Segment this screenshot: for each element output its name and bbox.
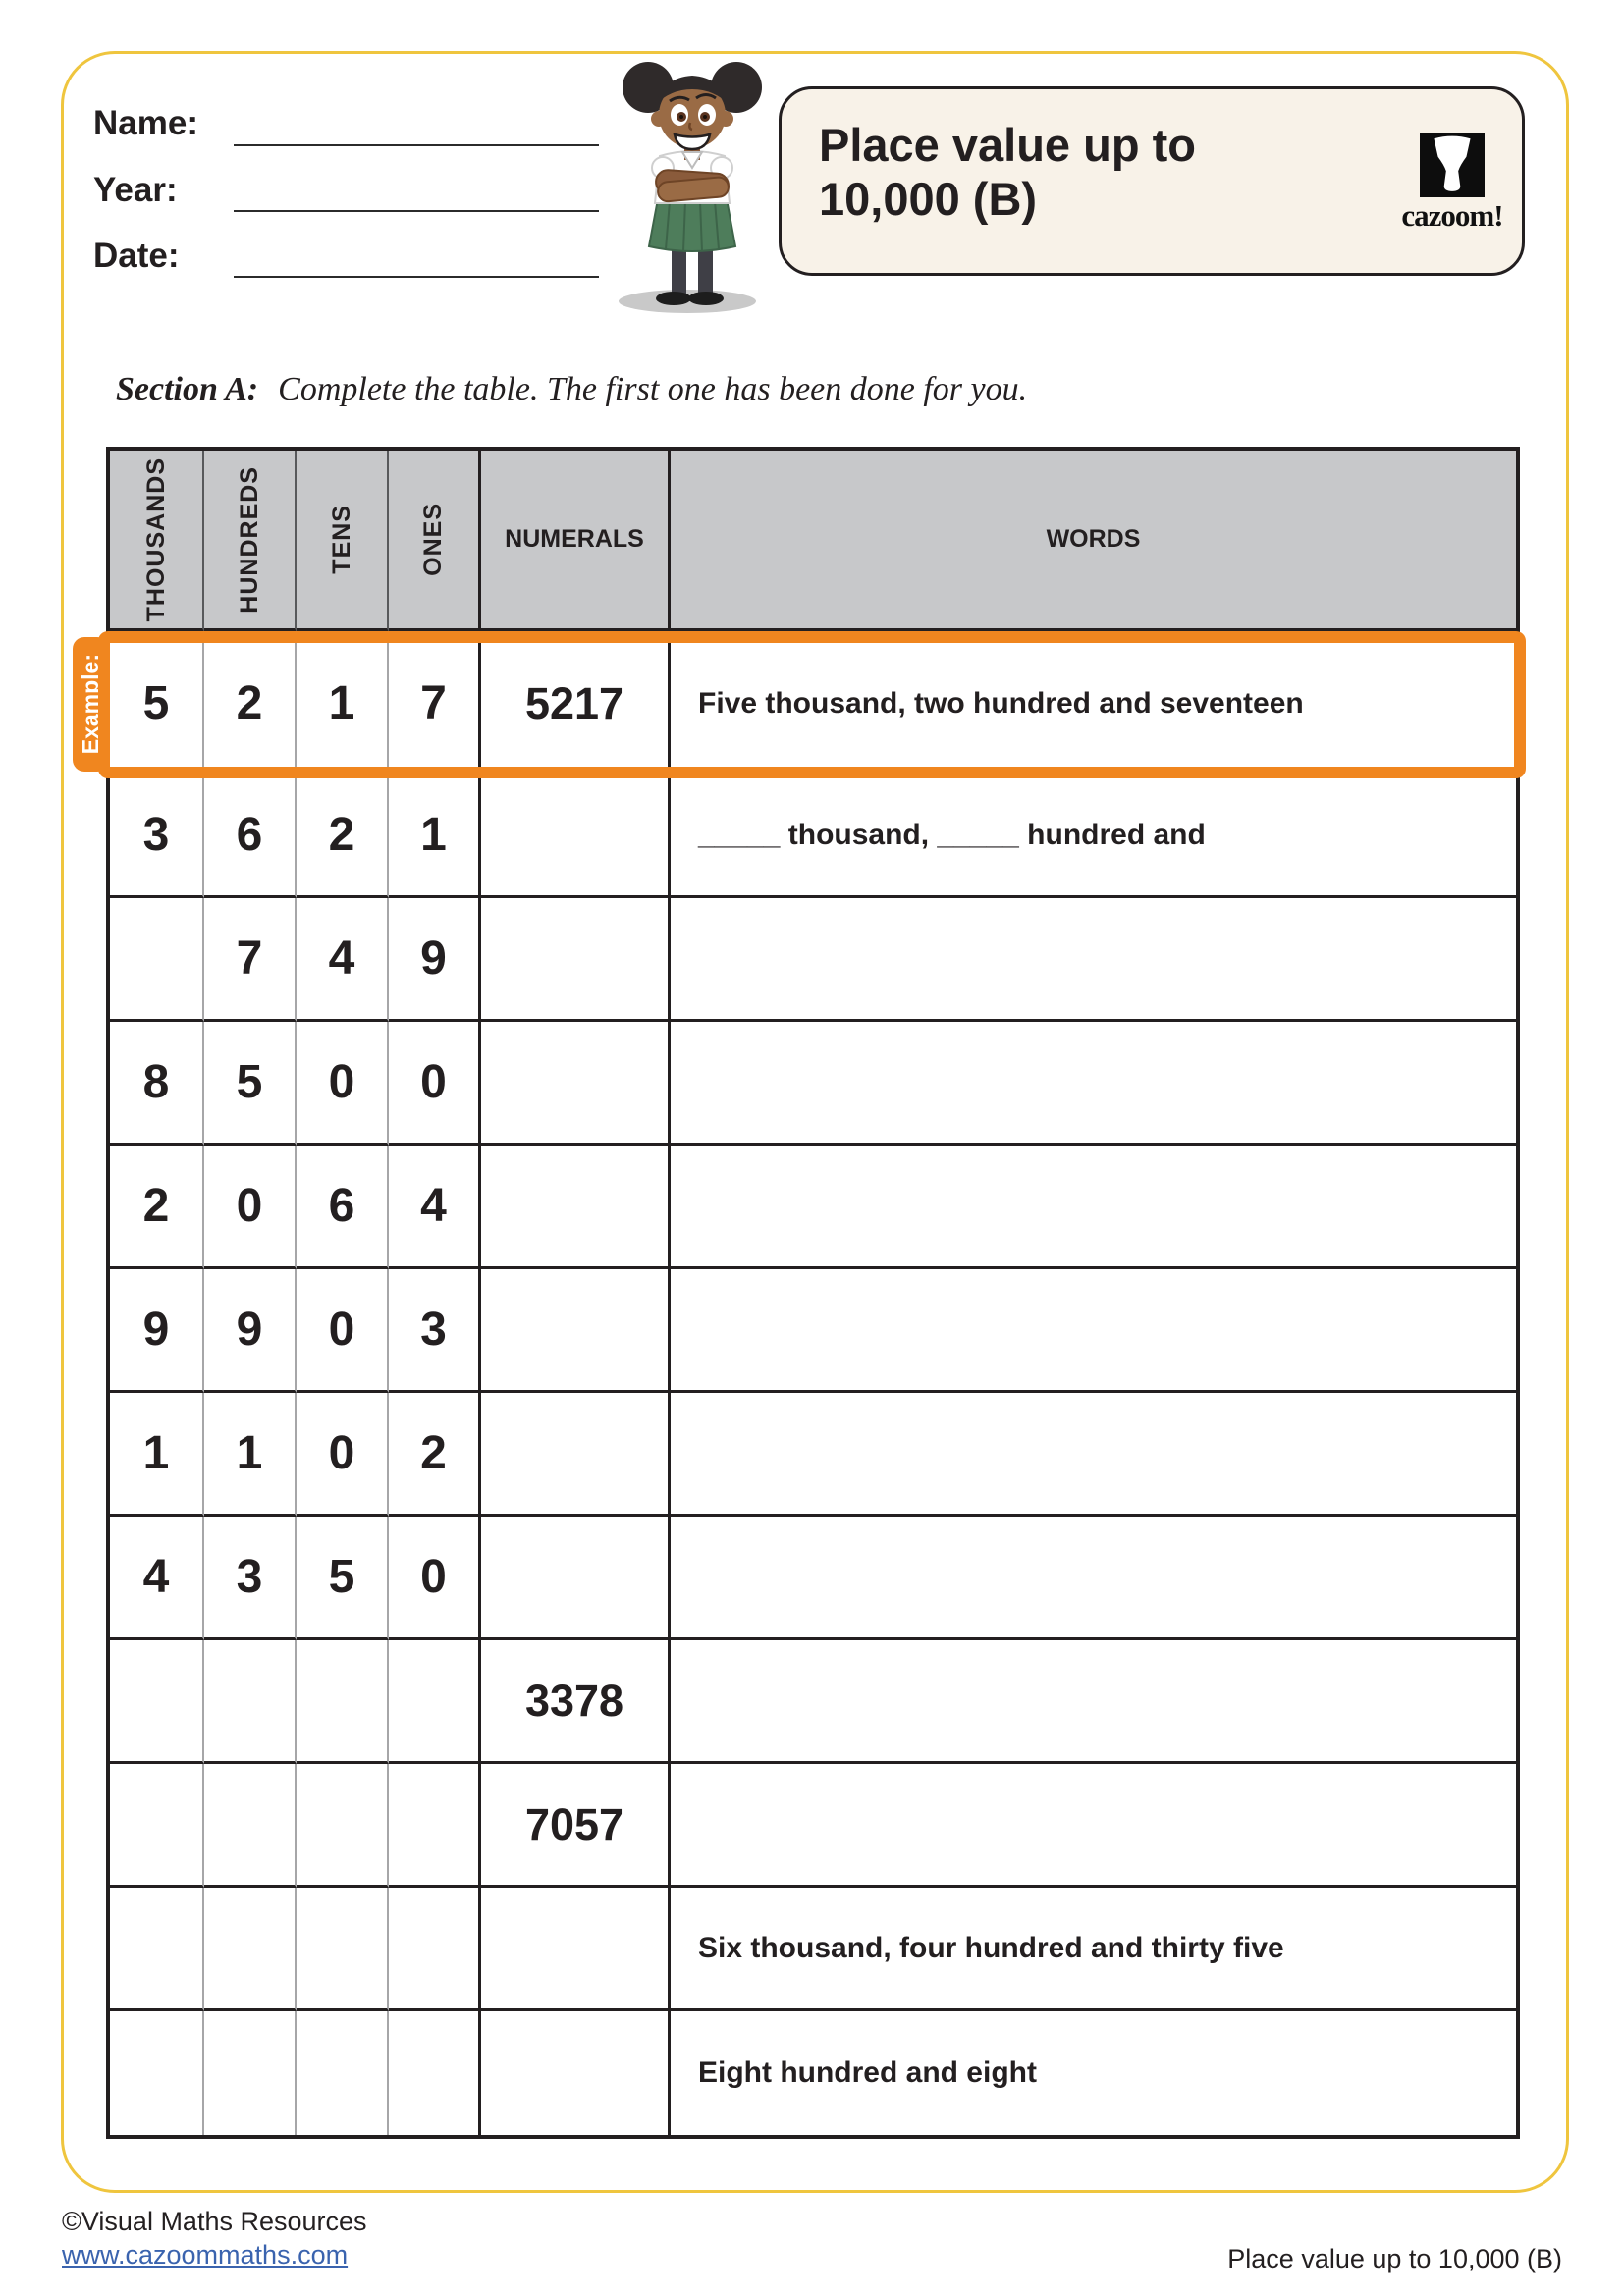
example-cell-words: Five thousand, two hundred and seventeen [671, 632, 1516, 774]
cell-hundreds: 1 [204, 1393, 297, 1517]
cell-numerals [481, 2011, 671, 2135]
cell-tens: 2 [297, 774, 389, 898]
cell-ones [389, 2011, 481, 2135]
cell-hundreds: 6 [204, 774, 297, 898]
col-header-thousands: THOUSANDS [110, 451, 204, 632]
cell-ones: 1 [389, 774, 481, 898]
cazoom-logo [1400, 133, 1504, 234]
cell-hundreds: 3 [204, 1517, 297, 1640]
cell-words [671, 1764, 1516, 1888]
name-label: Name: [93, 104, 198, 142]
cell-hundreds: 0 [204, 1146, 297, 1269]
cell-hundreds: 9 [204, 1269, 297, 1393]
col-header-hundreds: HUNDREDS [204, 451, 297, 632]
cell-tens: 6 [297, 1146, 389, 1269]
example-cell-numerals: 5217 [481, 632, 671, 774]
year-line [234, 210, 599, 212]
name-line [234, 144, 599, 146]
cell-numerals: 3378 [481, 1640, 671, 1764]
example-cell-thousands: 5 [110, 632, 204, 774]
cell-tens: 4 [297, 898, 389, 1022]
cell-tens [297, 1764, 389, 1888]
cell-ones: 0 [389, 1022, 481, 1146]
year-label: Year: [93, 171, 178, 209]
cell-thousands [110, 898, 204, 1022]
cell-tens [297, 1640, 389, 1764]
logo-text: cazoom! [1401, 198, 1503, 233]
cell-ones: 4 [389, 1146, 481, 1269]
section-label: Section A: [116, 371, 259, 407]
date-line [234, 276, 599, 278]
cell-thousands [110, 1764, 204, 1888]
place-value-table [106, 447, 1520, 2139]
cell-ones: 3 [389, 1269, 481, 1393]
cell-words: Six thousand, four hundred and thirty five [671, 1888, 1516, 2011]
cell-hundreds: 5 [204, 1022, 297, 1146]
example-cell-hundreds: 2 [204, 632, 297, 774]
cell-ones [389, 1640, 481, 1764]
cell-numerals [481, 1888, 671, 2011]
cell-ones [389, 1764, 481, 1888]
footer-worksheet-title: Place value up to 10,000 (B) [1227, 2244, 1562, 2273]
cell-tens [297, 1888, 389, 2011]
cell-numerals [481, 1517, 671, 1640]
cell-tens [297, 2011, 389, 2135]
worksheet-title-line1: Place value up to [819, 119, 1196, 171]
cell-numerals [481, 1269, 671, 1393]
worksheet-title-line2: 10,000 (B) [819, 172, 1038, 225]
cell-words [671, 1517, 1516, 1640]
date-label: Date: [93, 237, 180, 275]
cell-thousands [110, 1640, 204, 1764]
section-instruction: Complete the table. The first one has been done for you. [278, 371, 1028, 407]
cell-words [671, 898, 1516, 1022]
worksheet-title [819, 119, 1196, 227]
cell-tens: 0 [297, 1393, 389, 1517]
cell-ones: 2 [389, 1393, 481, 1517]
cell-thousands: 4 [110, 1517, 204, 1640]
cell-numerals [481, 1146, 671, 1269]
cell-words: Eight hundred and eight [671, 2011, 1516, 2135]
cell-ones: 0 [389, 1517, 481, 1640]
cell-thousands: 3 [110, 774, 204, 898]
cell-words [671, 1269, 1516, 1393]
cell-tens: 0 [297, 1269, 389, 1393]
cell-hundreds: 7 [204, 898, 297, 1022]
cell-words [671, 1640, 1516, 1764]
cell-words [671, 1393, 1516, 1517]
cell-thousands [110, 2011, 204, 2135]
cell-numerals [481, 1022, 671, 1146]
cell-numerals [481, 774, 671, 898]
example-cell-ones: 7 [389, 632, 481, 774]
title-box [779, 86, 1525, 276]
cell-thousands: 1 [110, 1393, 204, 1517]
cell-thousands: 9 [110, 1269, 204, 1393]
cell-words [671, 1146, 1516, 1269]
col-header-numerals: NUMERALS [481, 451, 671, 632]
cell-hundreds [204, 1764, 297, 1888]
cell-words: _____ thousand, _____ hundred and [671, 774, 1516, 898]
cell-numerals [481, 898, 671, 1022]
cell-words [671, 1022, 1516, 1146]
website-link[interactable]: www.cazoommaths.com [62, 2240, 349, 2269]
cell-numerals [481, 1393, 671, 1517]
cell-hundreds [204, 2011, 297, 2135]
cell-hundreds [204, 1888, 297, 2011]
col-header-words: WORDS [671, 451, 1516, 632]
col-header-tens: TENS [297, 451, 389, 632]
cell-thousands [110, 1888, 204, 2011]
section-heading [116, 371, 1027, 408]
cell-ones: 9 [389, 898, 481, 1022]
student-illustration [601, 54, 787, 314]
cell-ones [389, 1888, 481, 2011]
example-tab-label: Example: [78, 654, 103, 755]
cell-tens: 0 [297, 1022, 389, 1146]
cell-numerals: 7057 [481, 1764, 671, 1888]
example-cell-tens: 1 [297, 632, 389, 774]
cell-hundreds [204, 1640, 297, 1764]
cell-tens: 5 [297, 1517, 389, 1640]
example-tab [73, 637, 109, 772]
cell-thousands: 8 [110, 1022, 204, 1146]
cell-thousands: 2 [110, 1146, 204, 1269]
col-header-ones: ONES [389, 451, 481, 632]
drum-icon [1420, 133, 1485, 197]
copyright-text: ©Visual Maths Resources [62, 2207, 367, 2236]
